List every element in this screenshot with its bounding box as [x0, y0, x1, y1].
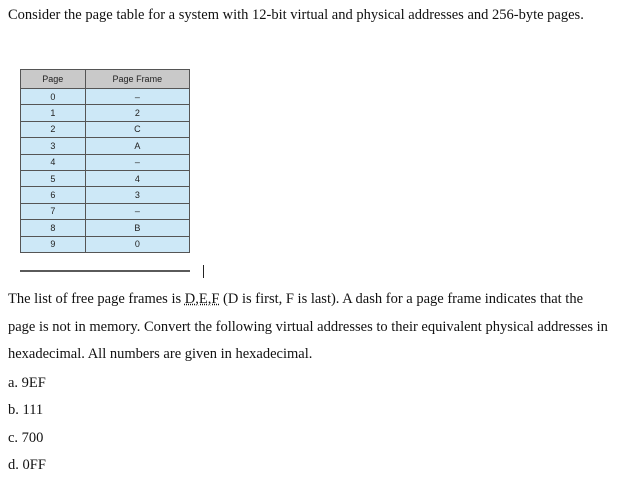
page-frame-cell: C	[85, 121, 189, 137]
table-row	[21, 203, 190, 219]
page-number-cell: 8	[21, 220, 86, 236]
problem-paragraph	[8, 286, 608, 369]
page-number-cell: 1	[21, 105, 86, 121]
question-option-a: a. 9EF	[8, 375, 46, 391]
page-frame-cell: –	[85, 154, 189, 170]
table-row	[21, 236, 190, 252]
page-frame-cell: 0	[85, 236, 189, 252]
question-option-d: d. 0FF	[8, 457, 46, 473]
page-frame-column-header: Page Frame	[85, 70, 189, 89]
page-table	[20, 69, 190, 253]
page-frame-cell: B	[85, 220, 189, 236]
table-row	[21, 121, 190, 137]
free-frames-list: D,E,F	[184, 291, 220, 307]
table-row	[21, 154, 190, 170]
page-number-cell: 7	[21, 203, 86, 219]
page-frame-cell: –	[85, 203, 189, 219]
page-number-cell: 9	[21, 236, 86, 252]
table-row	[21, 105, 190, 121]
page-frame-cell: 4	[85, 170, 189, 186]
table-row	[21, 89, 190, 105]
problem-rest-text: (D is first, F is last). A dash for a page frame indicates that the page is not in memory. Convert the following virtual addresses to their equivalent physical addresses in hexadecimal. All numbers are given in hexadecimal.	[8, 291, 608, 362]
page-column-header: Page	[21, 70, 86, 89]
page-frame-cell: 2	[85, 105, 189, 121]
text-cursor	[203, 265, 204, 278]
intro-paragraph: Consider the page table for a system with 12-bit virtual and physical addresses and 256-byte pages.	[8, 7, 584, 23]
table-row	[21, 187, 190, 203]
problem-lead-text: The list of free page frames is	[8, 291, 185, 307]
table-row	[21, 170, 190, 186]
page-number-cell: 4	[21, 154, 86, 170]
page-frame-cell: 3	[85, 187, 189, 203]
page-number-cell: 5	[21, 170, 86, 186]
page-table-header-row	[21, 70, 190, 89]
table-row	[21, 220, 190, 236]
page-frame-cell: –	[85, 89, 189, 105]
page-number-cell: 6	[21, 187, 86, 203]
page-table-figure	[20, 69, 190, 272]
page-frame-cell: A	[85, 138, 189, 154]
page-number-cell: 3	[21, 138, 86, 154]
table-row	[21, 138, 190, 154]
question-option-c: c. 700	[8, 430, 44, 446]
page-number-cell: 2	[21, 121, 86, 137]
page-number-cell: 0	[21, 89, 86, 105]
question-option-b: b. 111	[8, 402, 44, 418]
